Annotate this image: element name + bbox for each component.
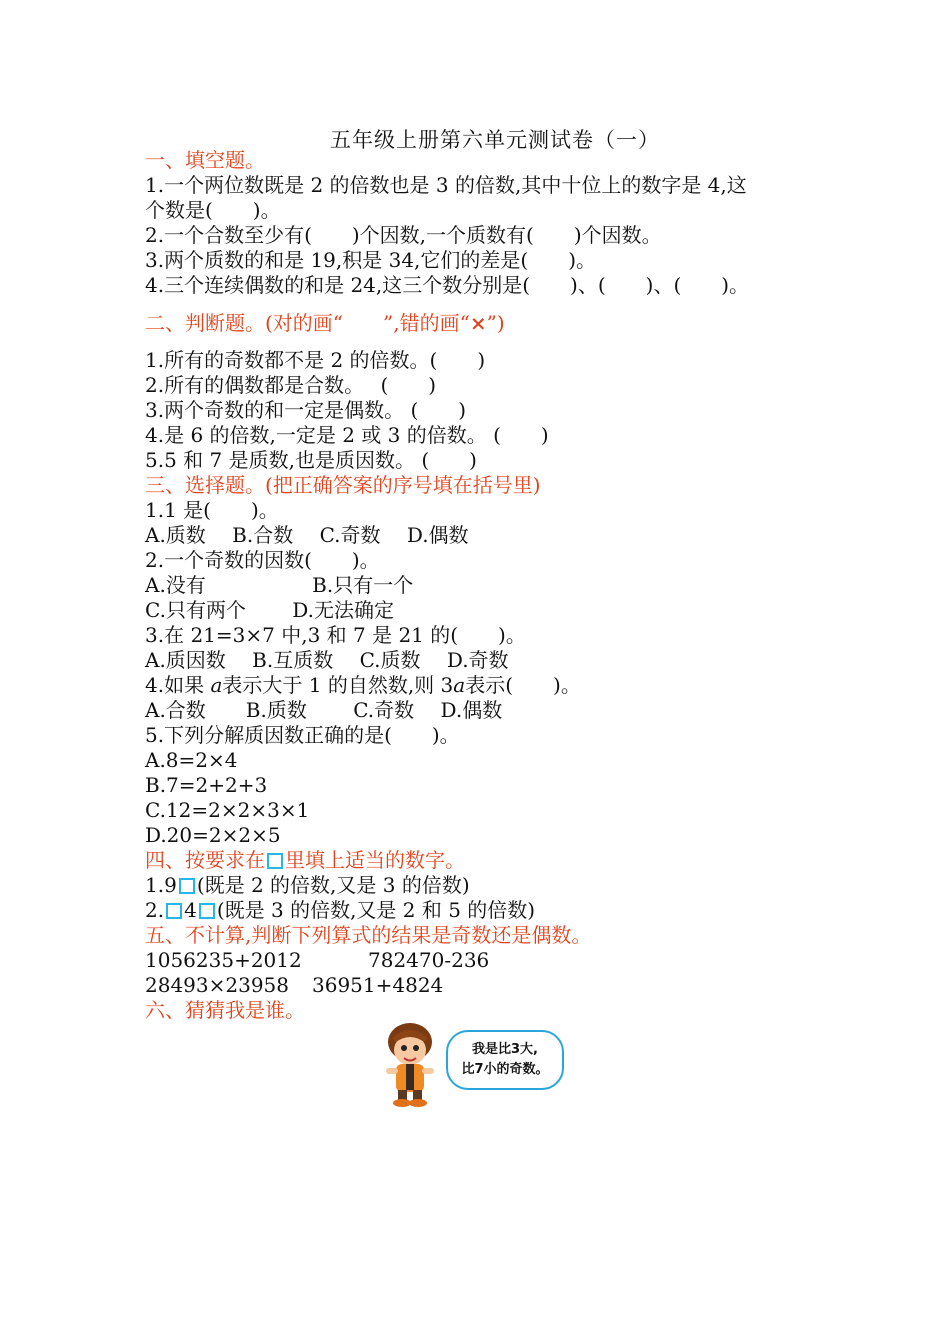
s5-expression-2: 782470-236 xyxy=(368,948,490,972)
s3-question-5: 5.下列分解质因数正确的是( )。 xyxy=(145,723,460,747)
section-3-heading: 三、选择题。(把正确答案的序号填在括号里) xyxy=(145,473,541,497)
s5-expression-1: 1056235+2012 xyxy=(145,948,302,972)
s3-question-5-option-d: D.20=2×2×5 xyxy=(145,823,281,847)
page-title: 五年级上册第六单元测试卷（一） xyxy=(330,128,660,152)
s1-question-1a: 1.一个两位数既是 2 的倍数也是 3 的倍数,其中十位上的数字是 4,这 xyxy=(145,173,747,197)
speech-bubble xyxy=(446,1030,564,1090)
s3-question-4 xyxy=(145,673,581,698)
section-2-heading-end: ”) xyxy=(486,311,505,335)
s4-question-1 xyxy=(145,873,470,898)
s2-question-2: 2.所有的偶数都是合数。 ( ) xyxy=(145,373,437,397)
s3-question-3-options: A.质因数 B.互质数 C.质数 D.奇数 xyxy=(145,648,509,672)
cross-mark: × xyxy=(469,311,487,335)
s3-question-3: 3.在 21=3×7 中,3 和 7 是 21 的( )。 xyxy=(145,623,526,647)
s3-question-5-option-a: A.8=2×4 xyxy=(145,748,238,772)
s1-question-1b: 个数是( )。 xyxy=(145,198,281,222)
s3-q4-text-2: 表示大于 1 的自然数,则 3 xyxy=(222,673,454,697)
s2-question-4: 4.是 6 的倍数,一定是 2 或 3 的倍数。 ( ) xyxy=(145,423,549,447)
s2-question-1: 1.所有的奇数都不是 2 的倍数。( ) xyxy=(145,348,486,372)
section-4-heading xyxy=(145,848,465,873)
s4-question-2 xyxy=(145,898,535,923)
s3-question-5-option-c: C.12=2×2×3×1 xyxy=(145,798,310,822)
s2-question-5: 5.5 和 7 是质数,也是质因数。 ( ) xyxy=(145,448,477,472)
s4-q2-hint: (既是 3 的倍数,又是 2 和 5 的倍数) xyxy=(216,898,536,922)
s5-expression-4: 36951+4824 xyxy=(312,973,444,997)
section-2-heading xyxy=(145,311,505,336)
variable-a-2: a xyxy=(453,673,466,697)
section-4-heading-text: 四、按要求在 xyxy=(145,848,265,872)
s1-question-4: 4.三个连续偶数的和是 24,这三个数分别是( )、( )、( )。 xyxy=(145,273,750,297)
s3-question-4-options: A.合数 B.质数 C.奇数 D.偶数 xyxy=(145,698,503,722)
boy-icon xyxy=(378,1018,450,1110)
bubble-line-1: 我是比3大, xyxy=(472,1042,538,1057)
s3-question-2-options-1: A.没有 B.只有一个 xyxy=(145,573,414,597)
s3-question-1: 1.1 是( )。 xyxy=(145,498,279,522)
blank-box-icon xyxy=(267,853,283,869)
answer-box[interactable] xyxy=(179,878,195,894)
s3-question-1-options: A.质数 B.合数 C.奇数 D.偶数 xyxy=(145,523,469,547)
s3-question-2-options-2: C.只有两个 D.无法确定 xyxy=(145,598,394,622)
s3-q4-text-3: 表示( )。 xyxy=(465,673,581,697)
s1-question-2: 2.一个合数至少有( )个因数,一个质数有( )个因数。 xyxy=(145,223,662,247)
cartoon-illustration xyxy=(378,1018,578,1110)
s1-question-3: 3.两个质数的和是 19,积是 34,它们的差是( )。 xyxy=(145,248,597,272)
section-4-heading-end: 里填上适当的数字。 xyxy=(285,848,465,872)
s4-q1-prefix: 1.9 xyxy=(145,873,177,897)
s3-q4-text-1: 4.如果 xyxy=(145,673,211,697)
section-2-heading-text: 二、判断题。(对的画“ ”,错的画“ xyxy=(145,311,470,335)
answer-box[interactable] xyxy=(199,903,215,919)
s4-q2-digit: 4 xyxy=(184,898,197,922)
s4-q2-prefix: 2. xyxy=(145,898,165,922)
section-6-heading: 六、猜猜我是谁。 xyxy=(145,998,305,1022)
answer-box[interactable] xyxy=(166,903,182,919)
section-5-heading: 五、不计算,判断下列算式的结果是奇数还是偶数。 xyxy=(145,923,592,947)
s5-expression-3: 28493×23958 xyxy=(145,973,290,997)
bubble-line-2: 比7小的奇数。 xyxy=(461,1062,549,1077)
section-1-heading: 一、填空题。 xyxy=(145,148,265,172)
s3-question-5-option-b: B.7=2+2+3 xyxy=(145,773,268,797)
variable-a: a xyxy=(210,673,223,697)
s4-q1-hint: (既是 2 的倍数,又是 3 的倍数) xyxy=(196,873,470,897)
s3-question-2: 2.一个奇数的因数( )。 xyxy=(145,548,380,572)
s2-question-3: 3.两个奇数的和一定是偶数。 ( ) xyxy=(145,398,467,422)
